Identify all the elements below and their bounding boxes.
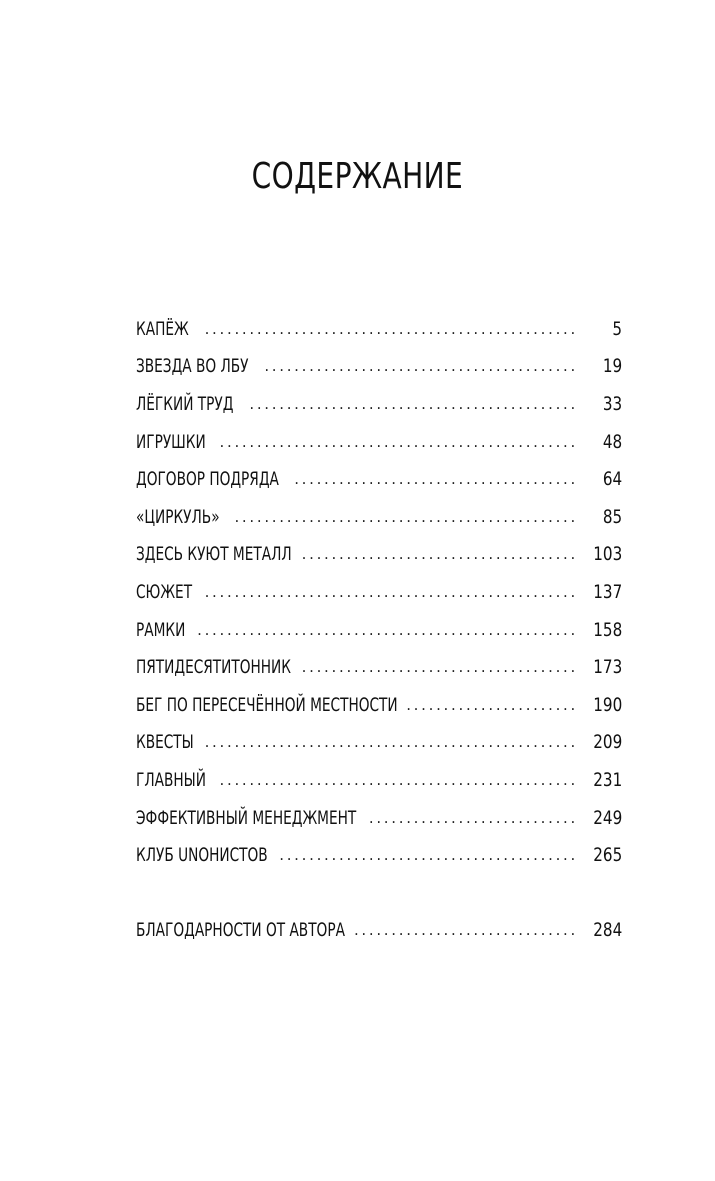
toc-entry-page: 284 — [592, 918, 622, 941]
dot-leader: .............................. — [353, 920, 578, 939]
dot-leader: .................................................. — [204, 582, 578, 601]
dot-leader: ............................................ — [249, 394, 578, 413]
toc-entry[interactable] — [136, 611, 622, 649]
toc-entry-title: ЛЁГКИЙ ТРУД — [136, 392, 234, 415]
toc-entry[interactable] — [136, 536, 622, 574]
toc-entry[interactable] — [136, 686, 622, 724]
toc-entry-title: ИГРУШКИ — [136, 430, 206, 453]
page-title: СОДЕРЖАНИЕ — [251, 156, 464, 197]
toc-entry-page: 137 — [592, 580, 622, 603]
toc-entry-title: КЛУБ UNOНИСТОВ — [136, 844, 268, 867]
toc-entry-page: 190 — [592, 693, 622, 716]
toc-entry-page: 33 — [602, 392, 622, 415]
toc-entry-title: ПЯТИДЕСЯТИТОННИК — [136, 656, 292, 679]
toc-entry[interactable] — [136, 498, 622, 536]
dot-leader: .......................................... — [264, 357, 578, 376]
toc-entry-title: КАПЁЖ — [136, 317, 189, 340]
toc-entry-title: ГЛАВНЫЙ — [136, 768, 206, 791]
toc-entry[interactable] — [136, 573, 622, 611]
toc-entry-page: 48 — [602, 430, 622, 453]
dot-leader: .................................................. — [204, 733, 578, 752]
toc-entry[interactable] — [136, 460, 622, 498]
toc-entry-page: 85 — [602, 505, 622, 528]
toc-entry[interactable] — [136, 724, 622, 762]
toc-entry-page: 64 — [602, 468, 622, 491]
toc-entry-page: 173 — [592, 656, 622, 679]
dot-leader: ....................... — [406, 695, 578, 714]
toc-entry-page: 5 — [612, 317, 622, 340]
toc-entry-page: 249 — [592, 806, 622, 829]
dot-leader: ................................................ — [219, 770, 578, 789]
dot-leader: ................................................... — [197, 620, 578, 639]
table-of-contents — [136, 310, 622, 949]
dot-leader: ..................................... — [301, 658, 578, 677]
toc-entry-title: ЭФФЕКТИВНЫЙ МЕНЕДЖМЕНТ — [136, 806, 357, 829]
toc-entry-page: 209 — [592, 731, 622, 754]
toc-entry[interactable] — [136, 648, 622, 686]
toc-entry-title: ДОГОВОР ПОДРЯДА — [136, 468, 279, 491]
toc-entry[interactable] — [136, 423, 622, 461]
toc-entry-page: 19 — [602, 355, 622, 378]
dot-leader: ..................................... — [301, 545, 578, 564]
dot-leader: .............................................. — [234, 507, 578, 526]
dot-leader: ............................ — [368, 808, 578, 827]
dot-leader: .................................................. — [204, 319, 578, 338]
dot-leader: ........................................ — [279, 846, 578, 865]
toc-entry-title: РАМКИ — [136, 618, 186, 641]
dot-leader: ................................................ — [219, 432, 578, 451]
toc-entry[interactable] — [136, 385, 622, 423]
toc-entry-title: «ЦИРКУЛЬ» — [136, 505, 220, 528]
toc-entry-title: БЕГ ПО ПЕРЕСЕЧЁННОЙ МЕСТНОСТИ — [136, 693, 398, 716]
toc-entry[interactable] — [136, 836, 622, 874]
toc-entry-title: ЗВЕЗДА ВО ЛБУ — [136, 355, 249, 378]
toc-entry-page: 103 — [592, 543, 622, 566]
toc-entry[interactable] — [136, 310, 622, 348]
toc-entry-page: 265 — [592, 844, 622, 867]
toc-entry[interactable] — [136, 799, 622, 837]
toc-entry-title: БЛАГОДАРНОСТИ ОТ АВТОРА — [136, 918, 345, 941]
dot-leader: ...................................... — [294, 470, 578, 489]
toc-entry[interactable] — [136, 348, 622, 386]
toc-entry-page: 158 — [592, 618, 622, 641]
toc-entry[interactable] — [136, 761, 622, 799]
toc-entry-title: СЮЖЕТ — [136, 580, 193, 603]
toc-entry-page: 231 — [592, 768, 622, 791]
toc-entry[interactable] — [136, 911, 622, 949]
toc-entry-title: ЗДЕСЬ КУЮТ МЕТАЛЛ — [136, 543, 292, 566]
toc-entry-title: КВЕСТЫ — [136, 731, 194, 754]
